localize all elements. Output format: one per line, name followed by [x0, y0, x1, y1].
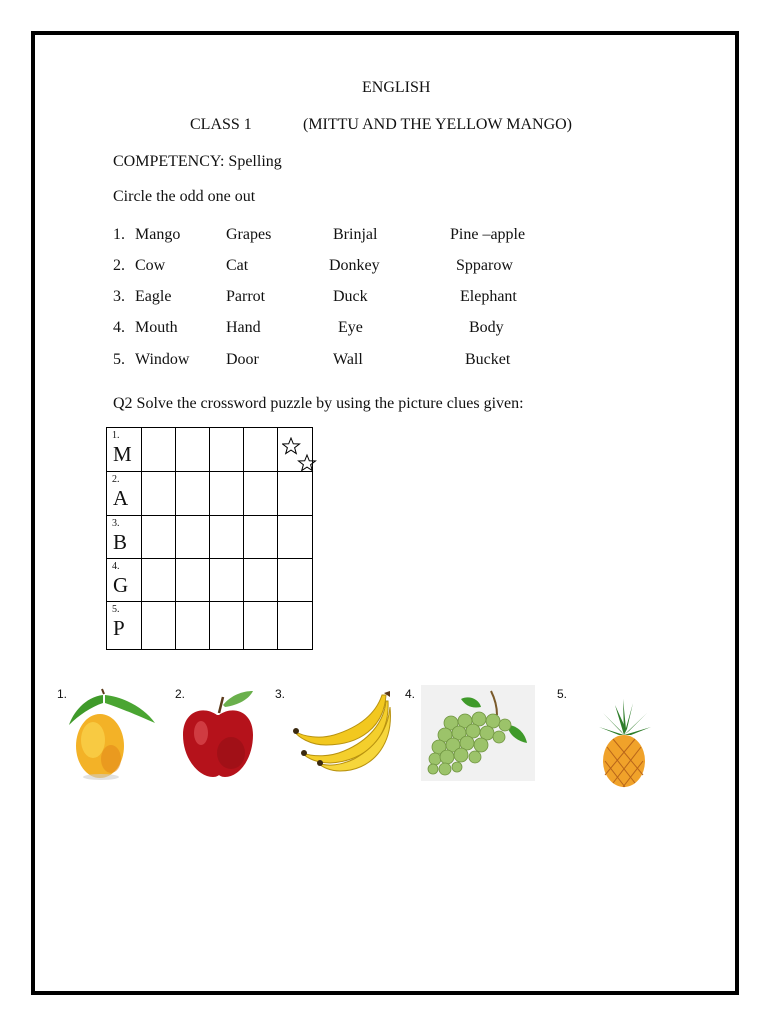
item-number: 2. — [113, 257, 125, 274]
clue-number: 1. — [112, 430, 120, 441]
word[interactable]: Spparow — [456, 257, 513, 274]
crossword-cell[interactable] — [175, 427, 210, 472]
pineapple-icon — [595, 699, 653, 789]
crossword-cell[interactable] — [277, 558, 313, 602]
crossword-cell[interactable] — [141, 515, 176, 559]
word[interactable]: Brinjal — [333, 226, 378, 243]
crossword-cell[interactable] — [141, 471, 176, 516]
subject-title: ENGLISH — [362, 79, 431, 96]
crossword-start-cell[interactable] — [106, 601, 142, 650]
q2-prompt: Q2 Solve the crossword puzzle by using the picture clues given: — [113, 395, 524, 412]
grapes-icon — [421, 685, 535, 781]
word[interactable]: Mouth — [135, 319, 178, 336]
crossword-cell[interactable] — [277, 471, 313, 516]
word[interactable]: Pine –apple — [450, 226, 526, 243]
clue-number: 3. — [112, 518, 120, 529]
word[interactable]: Window — [135, 351, 190, 368]
crossword-start-cell[interactable] — [106, 427, 142, 472]
clue-number: 1. — [57, 687, 68, 701]
item-number: 5. — [113, 351, 125, 368]
clue-number: 2. — [175, 687, 186, 701]
word[interactable]: Grapes — [226, 226, 272, 243]
crossword-start-cell[interactable] — [106, 558, 142, 602]
crossword-cell[interactable] — [243, 558, 278, 602]
stars-icon — [282, 437, 320, 477]
word[interactable]: Eagle — [135, 288, 172, 305]
starting-letter: G — [113, 573, 129, 597]
starting-letter: A — [113, 486, 129, 510]
crossword-cell[interactable] — [277, 601, 313, 650]
crossword-cell[interactable] — [209, 515, 244, 559]
word[interactable]: Door — [226, 351, 259, 368]
crossword-cell[interactable] — [243, 427, 278, 472]
word[interactable]: Cow — [135, 257, 166, 274]
crossword-cell[interactable] — [243, 601, 278, 650]
crossword-start-cell[interactable] — [106, 515, 142, 559]
word[interactable]: Parrot — [226, 288, 266, 305]
lesson-title: (MITTU AND THE YELLOW MANGO) — [303, 116, 572, 133]
crossword-cell[interactable] — [209, 601, 244, 650]
crossword-cell[interactable] — [277, 515, 313, 559]
crossword-cell[interactable] — [175, 515, 210, 559]
clue-number: 4. — [405, 687, 416, 701]
starting-letter: M — [113, 442, 132, 466]
starting-letter: P — [113, 616, 125, 640]
mango-icon — [55, 685, 159, 781]
clue-number: 4. — [112, 561, 120, 572]
word[interactable]: Hand — [226, 319, 261, 336]
item-number: 1. — [113, 226, 125, 243]
crossword-cell[interactable] — [141, 558, 176, 602]
word[interactable]: Donkey — [329, 257, 380, 274]
item-number: 4. — [113, 319, 125, 336]
word[interactable]: Cat — [226, 257, 249, 274]
competency-label: COMPETENCY: Spelling — [113, 153, 282, 170]
crossword-cell[interactable] — [175, 601, 210, 650]
starting-letter: B — [113, 530, 128, 554]
crossword-cell[interactable] — [141, 601, 176, 650]
crossword-start-cell[interactable] — [106, 471, 142, 516]
word[interactable]: Wall — [333, 351, 363, 368]
class-label: CLASS 1 — [190, 116, 252, 133]
crossword-cell[interactable] — [141, 427, 176, 472]
word[interactable]: Eye — [338, 319, 363, 336]
word[interactable]: Body — [469, 319, 504, 336]
word[interactable]: Bucket — [465, 351, 511, 368]
crossword-cell[interactable] — [243, 515, 278, 559]
apple-icon — [173, 685, 265, 781]
instruction-text: Circle the odd one out — [113, 188, 256, 205]
word[interactable]: Duck — [333, 288, 368, 305]
clue-number: 5. — [557, 687, 568, 701]
crossword-cell[interactable] — [209, 471, 244, 516]
item-number: 3. — [113, 288, 125, 305]
crossword-cell[interactable] — [175, 471, 210, 516]
clue-number: 3. — [275, 687, 286, 701]
crossword-cell[interactable] — [243, 471, 278, 516]
crossword-cell[interactable] — [209, 427, 244, 472]
word[interactable]: Mango — [135, 226, 181, 243]
clue-number: 5. — [112, 604, 120, 615]
crossword-cell[interactable] — [175, 558, 210, 602]
clue-number: 2. — [112, 474, 120, 485]
worksheet-page — [31, 31, 739, 995]
crossword-cell[interactable] — [209, 558, 244, 602]
word[interactable]: Elephant — [460, 288, 517, 305]
banana-icon — [290, 687, 396, 775]
